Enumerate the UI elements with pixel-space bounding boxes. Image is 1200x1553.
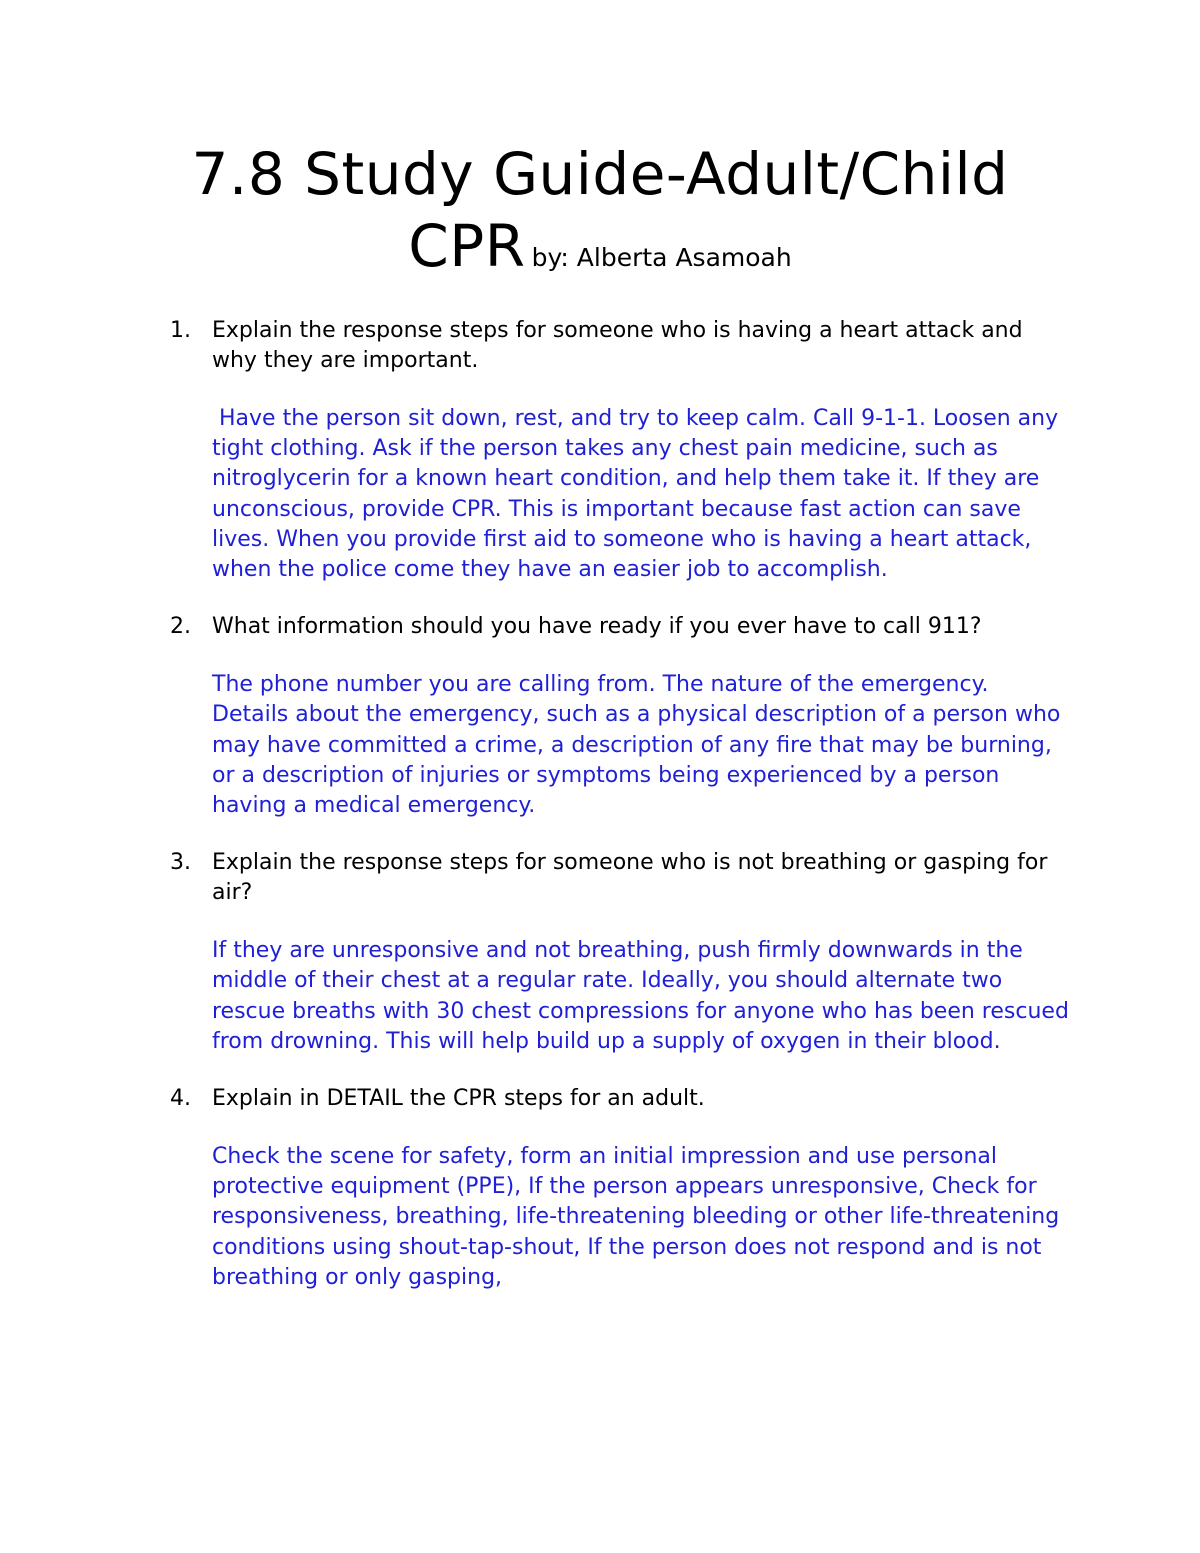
title-cpr: CPR [408, 212, 526, 280]
question-number: 4. [170, 1086, 191, 1112]
question-list [170, 316, 1070, 1320]
author-byline: by: Alberta Asamoah [531, 243, 792, 272]
answer-text: Have the person sit down, rest, and try to keep calm. Call 9-1-1. Loosen any tight clothing. Ask if the person takes any chest pain medicine, such as nitroglycerin for a known heart condition, and help them take it. If they are unconscious, provide CPR. This is important because fast action can save lives. When you provide first aid to someone who is having a heart attack, when the police come they have an easier job to accomplish. [212, 406, 1066, 583]
question-text: What information should you have ready if you ever have to call 911? [212, 614, 982, 640]
answer-text: Check the scene for safety, form an initial impression and use personal protective equipment (PPE), If the person appears unresponsive, Check for responsiveness, breathing, life-threatening bleeding or other life-threatening conditions using shout-tap-shout, If the person does not respond and is not breathing or only gasping, [212, 1144, 1060, 1290]
list-item [170, 316, 1070, 585]
question-number: 3. [170, 850, 191, 876]
answer-text: The phone number you are calling from. The nature of the emergency. Details about the emergency, such as a physical description of a person who may have committed a crime, a description of any fire that may be burning, or a description of injuries or symptoms being experienced by a person having a medical emergency. [212, 672, 1061, 819]
title-line-1: 7.8 Study Guide-Adult/Child [191, 140, 1009, 208]
document-title [0, 138, 1200, 297]
answer-text: If they are unresponsive and not breathing, push firmly downwards in the middle of their chest at a regular rate. Ideally, you should alternate two rescue breaths with 30 chest compressions for anyone who has been rescued from drowning. This will help build up a supply of oxygen in their blood. [212, 938, 1069, 1054]
question-text: Explain the response steps for someone who is having a heart attack and why they are important. [212, 318, 1023, 373]
question-text: Explain the response steps for someone who is not breathing or gasping for air? [212, 850, 1048, 906]
list-item [170, 848, 1070, 1057]
title-line-2 [0, 210, 1200, 297]
question-text: Explain in DETAIL the CPR steps for an adult. [212, 1086, 705, 1112]
list-item [170, 612, 1070, 821]
list-item [170, 1084, 1070, 1293]
question-number: 2. [170, 614, 191, 640]
question-number: 1. [170, 318, 191, 343]
